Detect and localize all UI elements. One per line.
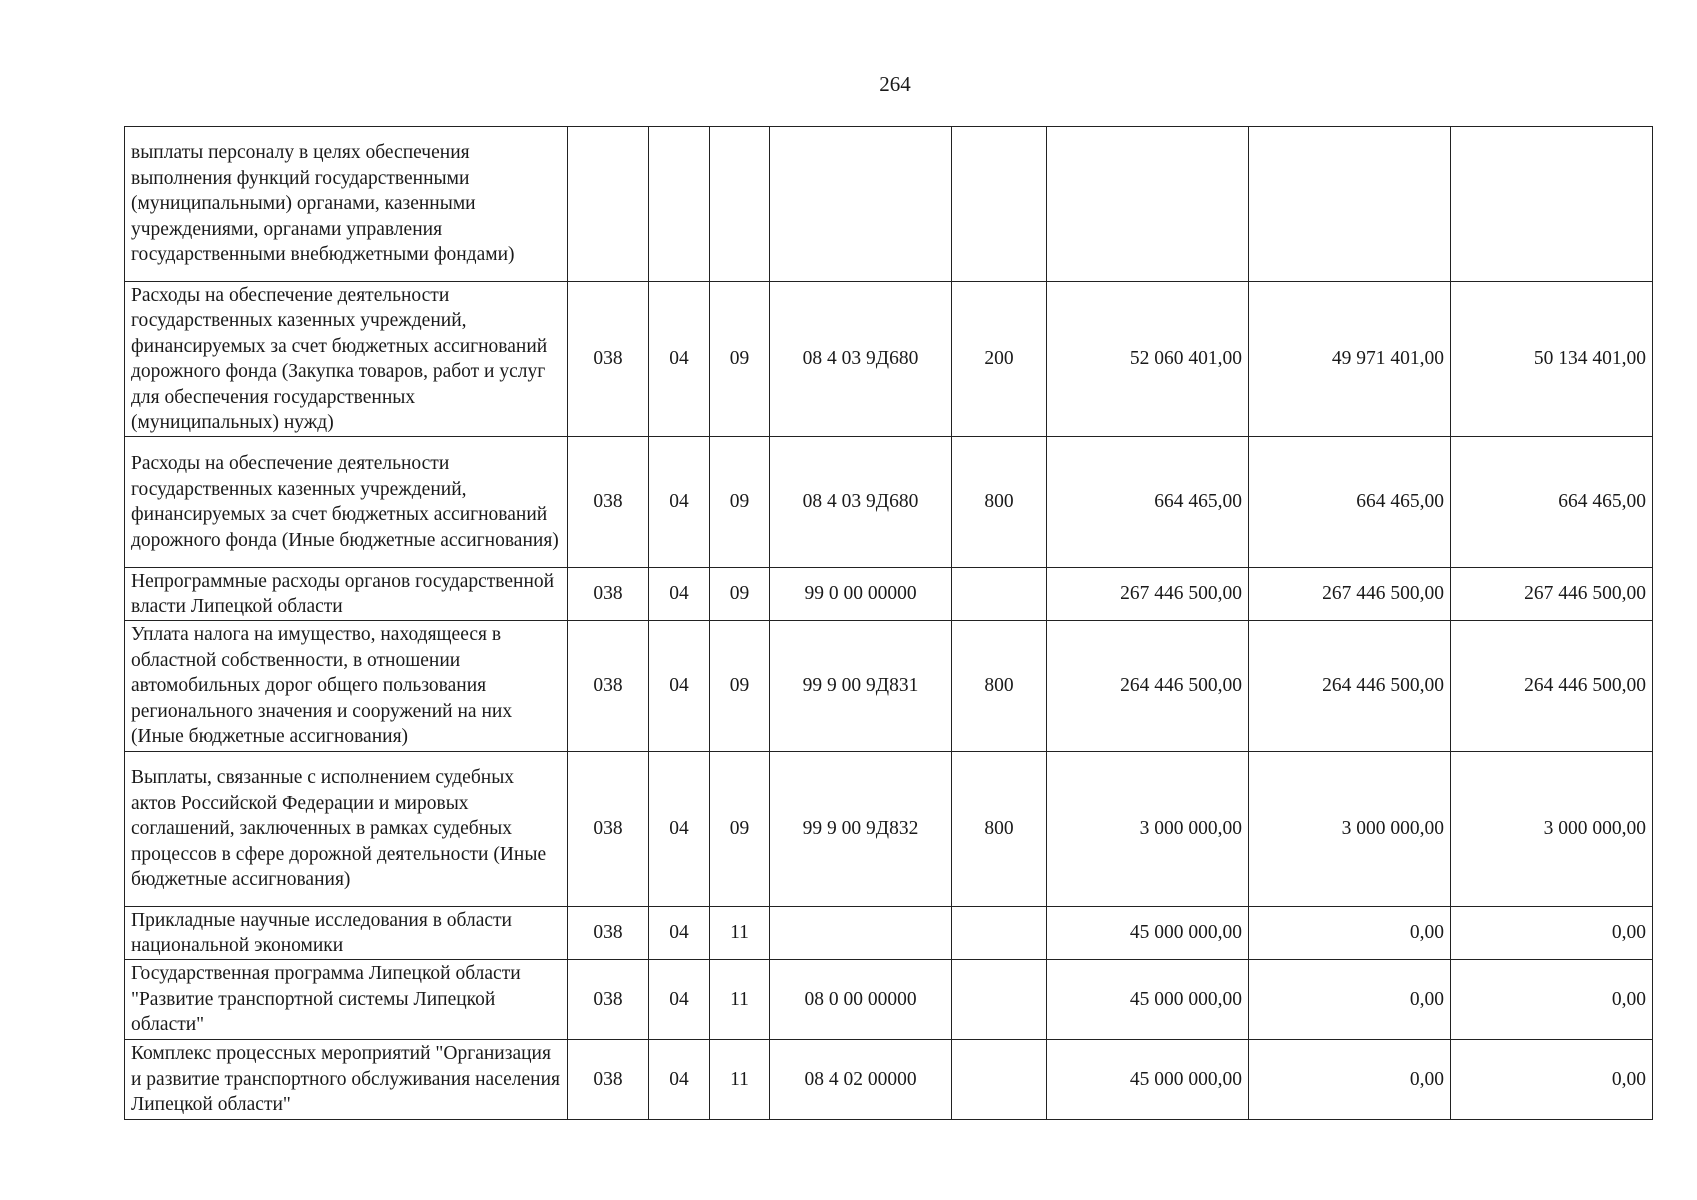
budget-table (124, 126, 1653, 1120)
amount-year-1: 45 000 000,00 (1047, 907, 1249, 960)
subsection-code: 09 (710, 621, 770, 752)
expense-type-code: 800 (952, 621, 1047, 752)
table-row (125, 127, 1653, 282)
admin-code: 038 (568, 960, 649, 1040)
expense-type-code: 200 (952, 282, 1047, 437)
admin-code: 038 (568, 752, 649, 907)
section-code: 04 (649, 752, 710, 907)
amount-year-2: 3 000 000,00 (1249, 752, 1451, 907)
admin-code: 038 (568, 568, 649, 621)
expense-name: Комплекс процессных мероприятий "Организация и развитие транспортного обслуживания населения Липецкой области" (125, 1040, 568, 1120)
expense-name: Прикладные научные исследования в области национальной экономики (125, 907, 568, 960)
amount-year-3: 267 446 500,00 (1451, 568, 1653, 621)
section-code: 04 (649, 568, 710, 621)
section-code: 04 (649, 960, 710, 1040)
expense-name: Расходы на обеспечение деятельности государственных казенных учреждений, финансируемых за счет бюджетных ассигнований дорожного фонда (Иные бюджетные ассигнования) (125, 437, 568, 568)
subsection-code (710, 127, 770, 282)
amount-year-2: 0,00 (1249, 907, 1451, 960)
section-code: 04 (649, 621, 710, 752)
amount-year-2 (1249, 127, 1451, 282)
amount-year-3: 0,00 (1451, 1040, 1653, 1120)
expense-type-code: 800 (952, 437, 1047, 568)
target-code: 99 9 00 9Д831 (770, 621, 952, 752)
target-code (770, 907, 952, 960)
target-code: 08 4 02 00000 (770, 1040, 952, 1120)
subsection-code: 11 (710, 907, 770, 960)
table-row (125, 752, 1653, 907)
amount-year-1: 45 000 000,00 (1047, 960, 1249, 1040)
subsection-code: 09 (710, 752, 770, 907)
amount-year-2: 49 971 401,00 (1249, 282, 1451, 437)
amount-year-2: 267 446 500,00 (1249, 568, 1451, 621)
amount-year-1: 264 446 500,00 (1047, 621, 1249, 752)
amount-year-1: 3 000 000,00 (1047, 752, 1249, 907)
amount-year-2: 664 465,00 (1249, 437, 1451, 568)
expense-name: Расходы на обеспечение деятельности государственных казенных учреждений, финансируемых за счет бюджетных ассигнований дорожного фонда (Закупка товаров, работ и услуг для обеспечения государственных (муниципальных) нужд) (125, 282, 568, 437)
amount-year-3: 264 446 500,00 (1451, 621, 1653, 752)
subsection-code: 09 (710, 437, 770, 568)
expense-type-code (952, 960, 1047, 1040)
amount-year-3: 50 134 401,00 (1451, 282, 1653, 437)
table-row (125, 282, 1653, 437)
table-row (125, 437, 1653, 568)
expense-type-code (952, 907, 1047, 960)
section-code: 04 (649, 282, 710, 437)
target-code: 08 4 03 9Д680 (770, 437, 952, 568)
section-code: 04 (649, 437, 710, 568)
subsection-code: 09 (710, 568, 770, 621)
admin-code: 038 (568, 1040, 649, 1120)
admin-code: 038 (568, 282, 649, 437)
expense-name: Непрограммные расходы органов государственной власти Липецкой области (125, 568, 568, 621)
amount-year-2: 0,00 (1249, 960, 1451, 1040)
table-row (125, 621, 1653, 752)
subsection-code: 11 (710, 1040, 770, 1120)
page-number: 264 (879, 72, 911, 96)
expense-name: выплаты персоналу в целях обеспечения выполнения функций государственными (муниципальными) органами, казенными учреждениями, органами управления государственными внебюджетными фондами) (125, 127, 568, 282)
amount-year-3: 3 000 000,00 (1451, 752, 1653, 907)
admin-code (568, 127, 649, 282)
table-row (125, 1040, 1653, 1120)
admin-code: 038 (568, 907, 649, 960)
expense-name: Выплаты, связанные с исполнением судебных актов Российской Федерации и мировых соглашений, заключенных в рамках судебных процессов в сфере дорожной деятельности (Иные бюджетные ассигнования) (125, 752, 568, 907)
target-code: 08 4 03 9Д680 (770, 282, 952, 437)
amount-year-3: 664 465,00 (1451, 437, 1653, 568)
expense-type-code (952, 568, 1047, 621)
subsection-code: 09 (710, 282, 770, 437)
amount-year-2: 0,00 (1249, 1040, 1451, 1120)
admin-code: 038 (568, 437, 649, 568)
section-code: 04 (649, 1040, 710, 1120)
amount-year-3: 0,00 (1451, 960, 1653, 1040)
amount-year-3: 0,00 (1451, 907, 1653, 960)
section-code: 04 (649, 907, 710, 960)
target-code: 99 9 00 9Д832 (770, 752, 952, 907)
amount-year-3 (1451, 127, 1653, 282)
table-row (125, 568, 1653, 621)
amount-year-1: 664 465,00 (1047, 437, 1249, 568)
amount-year-1: 45 000 000,00 (1047, 1040, 1249, 1120)
target-code: 99 0 00 00000 (770, 568, 952, 621)
table-row (125, 907, 1653, 960)
expense-type-code (952, 127, 1047, 282)
section-code (649, 127, 710, 282)
expense-name: Уплата налога на имущество, находящееся в областной собственности, в отношении автомобильных дорог общего пользования регионального значения и сооружений на них (Иные бюджетные ассигнования) (125, 621, 568, 752)
subsection-code: 11 (710, 960, 770, 1040)
expense-type-code: 800 (952, 752, 1047, 907)
expense-name: Государственная программа Липецкой области "Развитие транспортной системы Липецкой области" (125, 960, 568, 1040)
table-row (125, 960, 1653, 1040)
expense-type-code (952, 1040, 1047, 1120)
target-code: 08 0 00 00000 (770, 960, 952, 1040)
target-code (770, 127, 952, 282)
amount-year-1: 52 060 401,00 (1047, 282, 1249, 437)
amount-year-1 (1047, 127, 1249, 282)
admin-code: 038 (568, 621, 649, 752)
amount-year-2: 264 446 500,00 (1249, 621, 1451, 752)
amount-year-1: 267 446 500,00 (1047, 568, 1249, 621)
